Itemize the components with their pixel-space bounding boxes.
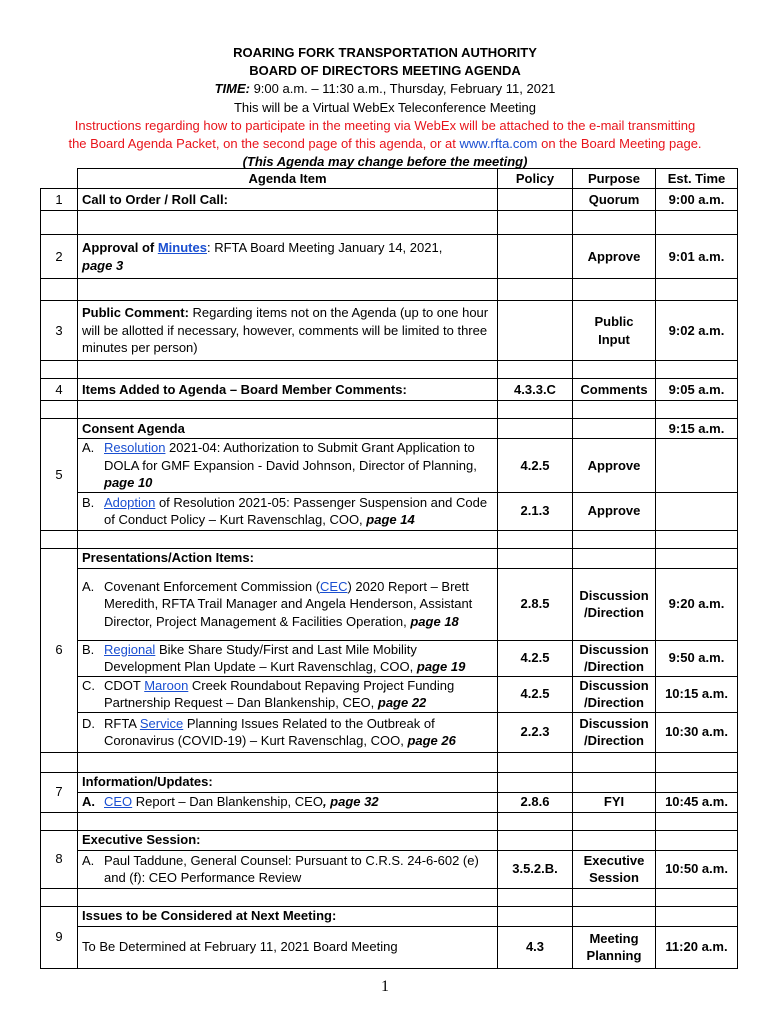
item-time: 10:15 a.m. bbox=[656, 676, 738, 712]
item-time: 9:05 a.m. bbox=[656, 379, 738, 401]
section-title: Executive Session: bbox=[78, 830, 498, 850]
item-time: 9:50 a.m. bbox=[656, 640, 738, 676]
table-row bbox=[41, 492, 738, 530]
table-row bbox=[41, 439, 738, 493]
col-agenda-item: Agenda Item bbox=[78, 169, 498, 189]
change-note: (This Agenda may change before the meeting) bbox=[242, 154, 528, 170]
table-row bbox=[41, 926, 738, 968]
item-desc: To Be Determined at February 11, 2021 Board Meeting bbox=[78, 926, 498, 968]
item-desc: RFTA bbox=[104, 715, 140, 731]
table-row bbox=[41, 568, 738, 640]
item-desc: Paul Taddune, General Counsel: Pursuant to C.R.S. 24-6-602 (e) and (f): CEO Performance Review bbox=[104, 852, 479, 885]
resolution-link[interactable]: Resolution bbox=[104, 440, 166, 455]
col-policy: Policy bbox=[498, 169, 573, 189]
sub-label: C. bbox=[82, 677, 95, 693]
table-row bbox=[41, 419, 738, 439]
instructions-text-end: on the Board Meeting page. bbox=[537, 136, 702, 152]
item-policy: 2.2.3 bbox=[498, 712, 573, 752]
sub-label: A. bbox=[82, 852, 95, 868]
item-purpose: Discussion /Direction bbox=[573, 568, 656, 640]
item-text: Call to Order / Roll Call: bbox=[78, 189, 498, 211]
instructions-text: the Board Agenda Packet, on the second page of this agenda, or at bbox=[68, 136, 460, 152]
item-time: 9:00 a.m. bbox=[656, 189, 738, 211]
page-ref: page 3 bbox=[82, 257, 124, 273]
item-purpose: Approve bbox=[573, 492, 656, 530]
item-bold-text: Approval of bbox=[82, 240, 158, 255]
service-link[interactable]: Service bbox=[139, 715, 184, 731]
page-ref: page 14 bbox=[366, 512, 415, 527]
org-name: ROARING FORK TRANSPORTATION AUTHORITY bbox=[233, 45, 537, 60]
table-row bbox=[41, 830, 738, 850]
item-purpose: Approve bbox=[573, 439, 656, 493]
item-number: 4 bbox=[41, 379, 78, 401]
item-desc: Planning Issues Related to the Outbreak of Coronavirus (COVID-19) – Kurt Ravenschlag, COO, bbox=[104, 715, 435, 748]
item-desc: CDOT bbox=[104, 677, 145, 693]
rfta-website-link[interactable]: www.rfta.com bbox=[459, 136, 538, 152]
item-policy: 4.2.5 bbox=[498, 439, 573, 493]
maroon-link[interactable]: Maroon bbox=[144, 677, 189, 693]
page-number: 1 bbox=[381, 978, 389, 995]
regional-link[interactable]: Regional bbox=[104, 641, 156, 657]
item-time: 10:45 a.m. bbox=[656, 792, 738, 812]
page-ref: , page 32 bbox=[322, 794, 379, 810]
sub-label: B. bbox=[82, 494, 95, 510]
item-time: 11:20 a.m. bbox=[656, 926, 738, 968]
item-purpose: Public Input bbox=[573, 301, 656, 361]
item-bold-text: Public Comment: bbox=[82, 305, 189, 321]
sub-label: B. bbox=[82, 641, 95, 657]
item-time: 9:15 a.m. bbox=[656, 419, 738, 439]
sub-label: A. bbox=[82, 578, 95, 594]
page-ref: page 18 bbox=[410, 613, 459, 629]
table-row bbox=[41, 676, 738, 712]
item-policy: 2.8.6 bbox=[498, 792, 573, 812]
sub-label: A. bbox=[82, 794, 95, 810]
page-ref: page 19 bbox=[416, 659, 466, 674]
item-time: 10:50 a.m. bbox=[656, 850, 738, 888]
table-header-row bbox=[41, 169, 738, 189]
item-number: 8 bbox=[41, 830, 78, 888]
item-number: 5 bbox=[41, 419, 78, 531]
table-row bbox=[41, 850, 738, 888]
table-row bbox=[41, 379, 738, 401]
item-desc: Bike Share Study/First and Last Mile Mobility Development Plan Update – Kurt Ravenschlag, COO, bbox=[104, 641, 417, 674]
section-title: Information/Updates: bbox=[78, 772, 498, 792]
item-policy: 4.2.5 bbox=[498, 676, 573, 712]
item-purpose: Discussion /Direction bbox=[573, 676, 656, 712]
item-purpose: Quorum bbox=[573, 189, 656, 211]
col-purpose: Purpose bbox=[573, 169, 656, 189]
table-row bbox=[41, 548, 738, 568]
item-desc: ) 2020 Report – Brett Meredith, RFTA Trail Manager and Angela Henderson, Assistant Director, Project Management & Facilities Operation, bbox=[104, 578, 473, 629]
time-label: TIME: bbox=[214, 81, 250, 97]
item-purpose: Meeting Planning bbox=[573, 926, 656, 968]
agenda-title: BOARD OF DIRECTORS MEETING AGENDA bbox=[249, 63, 521, 79]
item-purpose: Discussion /Direction bbox=[573, 712, 656, 752]
item-purpose: Approve bbox=[573, 235, 656, 279]
item-desc: of Resolution 2021-05: Passenger Suspension and Code of Conduct Policy – Kurt Ravenschlag, COO, bbox=[104, 494, 488, 527]
item-policy: 4.3.3.C bbox=[498, 379, 573, 401]
item-purpose: Executive Session bbox=[573, 850, 656, 888]
agenda-table bbox=[40, 168, 738, 969]
item-time: 9:01 a.m. bbox=[656, 235, 738, 279]
ceo-link[interactable]: CEO bbox=[104, 794, 133, 810]
table-row bbox=[41, 189, 738, 211]
table-row bbox=[41, 640, 738, 676]
adoption-link[interactable]: Adoption bbox=[104, 494, 156, 510]
item-purpose: Comments bbox=[573, 379, 656, 401]
item-text bbox=[78, 301, 498, 361]
sub-label: D. bbox=[82, 715, 95, 731]
page-ref: page 22 bbox=[377, 695, 427, 710]
instructions-line-1: Instructions regarding how to participate in the meeting via WebEx will be attached to the e-mail transmitting bbox=[74, 117, 696, 133]
table-row bbox=[41, 906, 738, 926]
minutes-link[interactable]: Minutes bbox=[157, 240, 207, 255]
section-title: Issues to be Considered at Next Meeting: bbox=[78, 906, 498, 926]
item-time: 10:30 a.m. bbox=[656, 712, 738, 752]
item-number: 1 bbox=[41, 189, 78, 211]
sub-label: A. bbox=[82, 440, 95, 455]
item-time: 9:20 a.m. bbox=[656, 568, 738, 640]
section-title: Presentations/Action Items: bbox=[78, 548, 498, 568]
item-number: 2 bbox=[41, 235, 78, 279]
item-number: 9 bbox=[41, 906, 78, 968]
item-number: 3 bbox=[41, 301, 78, 361]
table-row bbox=[41, 235, 738, 279]
item-number: 7 bbox=[41, 772, 78, 812]
item-policy: 2.8.5 bbox=[498, 568, 573, 640]
table-row bbox=[41, 712, 738, 752]
item-text bbox=[78, 235, 498, 279]
item-text: Items Added to Agenda – Board Member Comments: bbox=[78, 379, 498, 401]
item-purpose: FYI bbox=[573, 792, 656, 812]
item-desc: Report – Dan Blankenship, CEO bbox=[132, 794, 323, 810]
item-desc: 2021-04: Authorization to Submit Grant Application to DOLA for GMF Expansion - David Johnson, Director of Planning, bbox=[104, 440, 477, 473]
item-purpose: Discussion /Direction bbox=[573, 640, 656, 676]
item-time: 9:02 a.m. bbox=[656, 301, 738, 361]
item-desc: : RFTA Board Meeting January 14, 2021, bbox=[206, 240, 443, 255]
cec-link[interactable]: CEC bbox=[320, 578, 348, 594]
meeting-time bbox=[0, 80, 770, 98]
item-policy: 3.5.2.B. bbox=[498, 850, 573, 888]
page-ref: page 10 bbox=[104, 475, 153, 490]
table-row bbox=[41, 301, 738, 361]
table-row bbox=[41, 772, 738, 792]
time-value: 9:00 a.m. – 11:30 a.m., Thursday, February 11, 2021 bbox=[249, 81, 556, 97]
item-desc: Creek Roundabout Repaving Project Funding Partnership Request – Dan Blankenship, CEO, bbox=[104, 677, 455, 710]
section-title: Consent Agenda bbox=[78, 419, 498, 439]
item-policy: 2.1.3 bbox=[498, 492, 573, 530]
item-desc: Covenant Enforcement Commission ( bbox=[104, 578, 321, 594]
page-ref: page 26 bbox=[407, 733, 456, 748]
virtual-note: This will be a Virtual WebEx Teleconference Meeting bbox=[233, 99, 537, 115]
item-desc: Regarding items not on the Agenda (up to one hour will be allotted if necessary, however, comments will be limited to three minutes per person) bbox=[82, 305, 489, 356]
table-row bbox=[41, 792, 738, 812]
instructions-line-2 bbox=[0, 135, 770, 153]
col-est-time: Est. Time bbox=[656, 169, 738, 189]
item-policy: 4.2.5 bbox=[498, 640, 573, 676]
item-number: 6 bbox=[41, 548, 78, 752]
agenda-header bbox=[0, 44, 770, 171]
item-policy: 4.3 bbox=[498, 926, 573, 968]
